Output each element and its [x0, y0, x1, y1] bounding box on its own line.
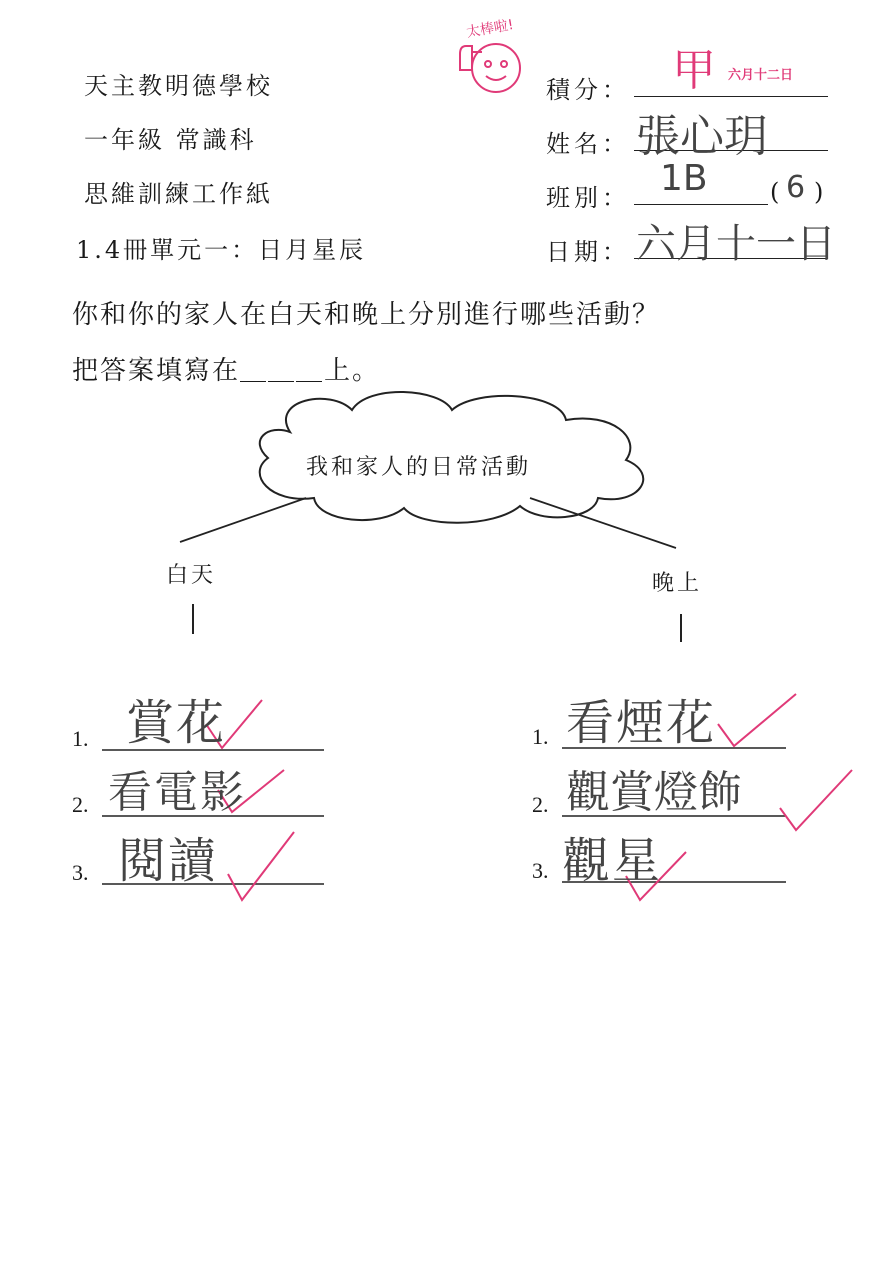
instruction-prefix: 把答案填寫在	[72, 356, 241, 386]
night-answer-2-num: 2.	[532, 792, 549, 817]
instruction-blank: ＿＿＿	[240, 356, 325, 386]
instruction-suffix: 上。	[324, 356, 381, 386]
left-branch-line	[180, 498, 306, 542]
day-answer-3-num: 3.	[72, 860, 89, 885]
class-number-close: )	[814, 178, 824, 206]
worksheet-title: 思維訓練工作紙	[84, 180, 273, 208]
night-answer-3-num: 3.	[532, 858, 549, 883]
check-marks	[206, 694, 852, 900]
class-label: 班別：	[546, 184, 630, 212]
night-answer-3: 觀星	[562, 833, 663, 889]
right-branch-line	[530, 498, 676, 548]
day-answer-1-num: 1.	[72, 726, 89, 751]
night-answer-1-num: 1.	[532, 724, 549, 749]
score-value: 甲	[672, 45, 716, 96]
day-answer-2: 看電影	[108, 767, 246, 818]
marked-date: 六月十二日	[728, 68, 794, 83]
night-answer-2: 觀賞燈飾	[566, 767, 742, 818]
night-answer-1: 看煙花	[566, 695, 717, 751]
score-label: 積分：	[546, 76, 630, 104]
name-label: 姓名：	[546, 130, 630, 158]
class-number-open: (	[770, 178, 780, 206]
class-number: 6	[786, 170, 806, 205]
question-text: 你和你的家人在白天和晚上分別進行哪些活動？	[72, 300, 661, 330]
class-value: 1B	[660, 158, 708, 199]
school-name: 天主教明德學校	[84, 72, 273, 100]
name-value: 張心玥	[636, 111, 768, 162]
mindmap-center-label: 我和家人的日常活動	[306, 455, 532, 480]
day-answer-1: 賞花	[126, 695, 227, 751]
day-answer-3: 閱讀	[118, 833, 219, 889]
day-answer-2-num: 2.	[72, 792, 89, 817]
day-branch-label: 白天	[166, 563, 217, 588]
grade-subject: 一年級 常識科	[84, 126, 257, 154]
date-value: 六月十一日	[636, 221, 836, 267]
stamp-text: 太棒啦!	[465, 16, 515, 41]
night-branch-label: 晚上	[652, 571, 703, 596]
date-label: 日期：	[546, 238, 630, 266]
unit-title: 1.4冊單元一：日月星辰	[76, 236, 367, 264]
